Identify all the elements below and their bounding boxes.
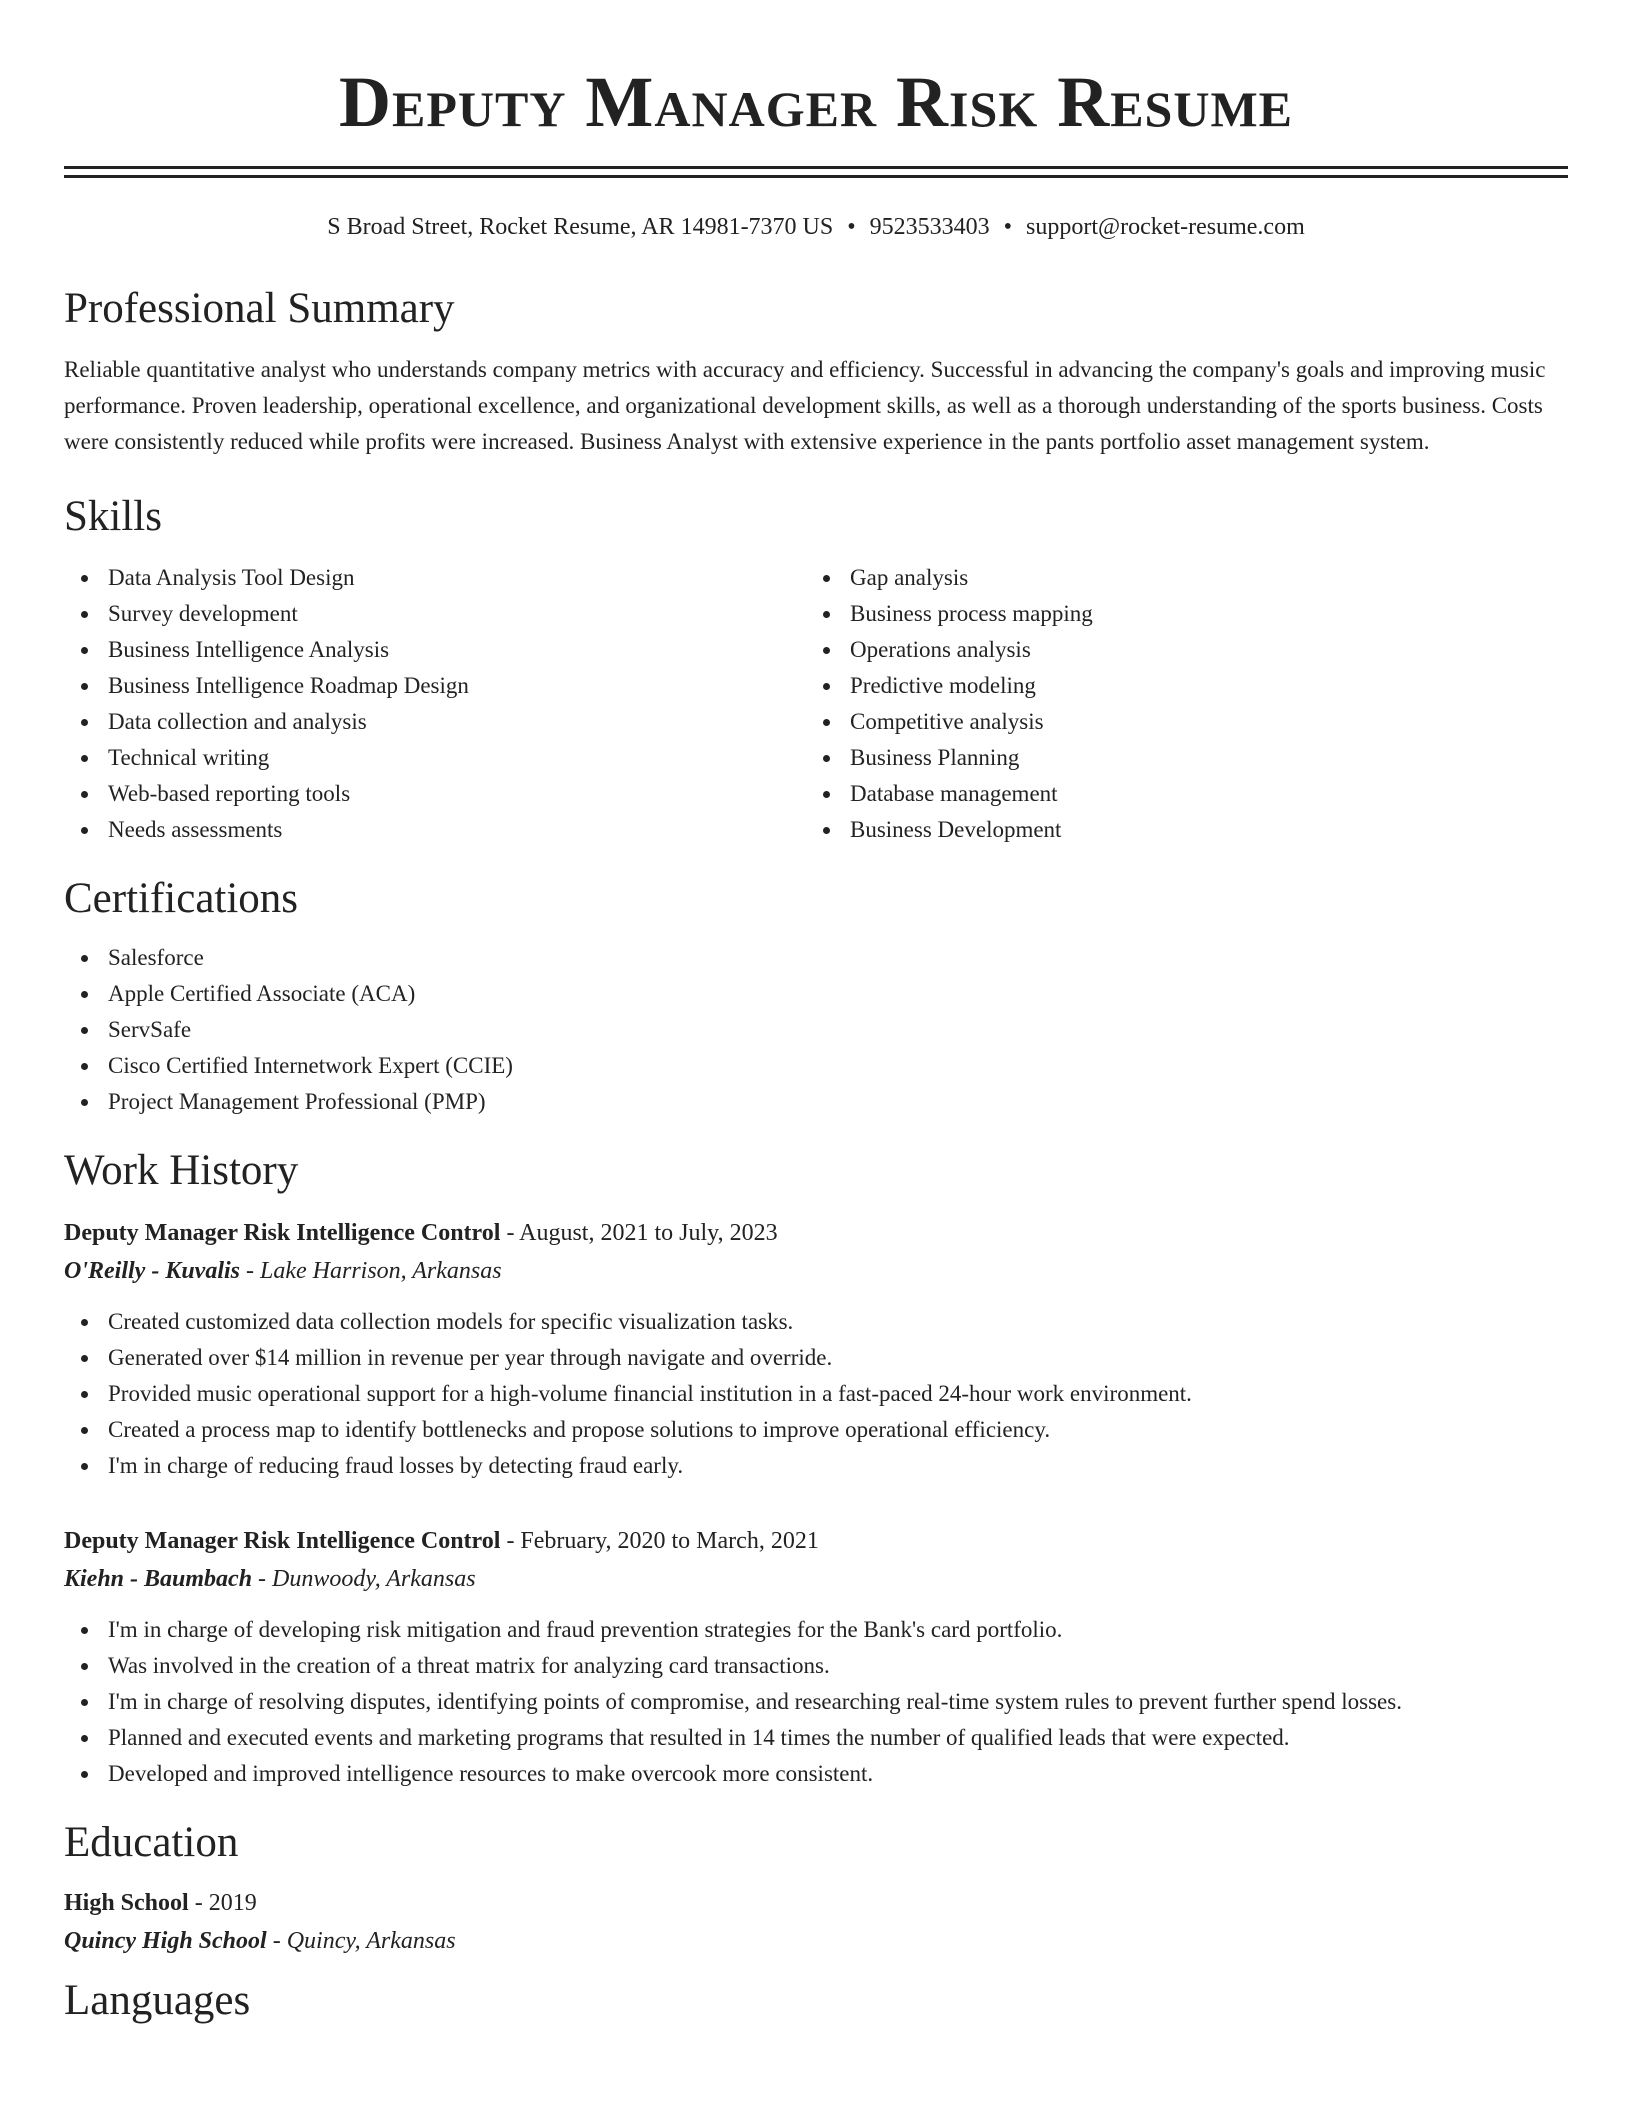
job-bullet: I'm in charge of resolving disputes, identifying points of compromise, and researching real-time system rules to prevent further spend losses. [108,1684,1568,1720]
skill-item: Data collection and analysis [108,704,806,740]
job-title: Deputy Manager Risk Intelligence Control [64,1220,501,1246]
summary-heading: Professional Summary [64,285,455,332]
job-entry [64,1214,1568,1484]
education-location: - Quincy, Arkansas [266,1928,456,1954]
education-degree-line [64,1884,1568,1922]
skill-item: Gap analysis [850,560,1548,596]
skill-item: Business Development [850,812,1548,848]
skill-item: Database management [850,776,1548,812]
skills-list-left [64,560,806,848]
skill-item: Business process mapping [850,596,1548,632]
contact-line [64,212,1568,242]
skill-item: Business Planning [850,740,1548,776]
job-bullet: Created customized data collection models for specific visualization tasks. [108,1304,1568,1340]
job-bullet: Created a process map to identify bottlenecks and propose solutions to improve operational efficiency. [108,1412,1568,1448]
job-bullet: Was involved in the creation of a threat matrix for analyzing card transactions. [108,1648,1568,1684]
certification-item: Cisco Certified Internetwork Expert (CCIE) [108,1048,1568,1084]
contact-address: S Broad Street, Rocket Resume, AR 14981-7370 US [327,214,834,240]
job-bullets [64,1612,1568,1792]
skill-item: Web-based reporting tools [108,776,806,812]
job-bullet: I'm in charge of reducing fraud losses by detecting fraud early. [108,1448,1568,1484]
job-bullet: Generated over $14 million in revenue per year through navigate and override. [108,1340,1568,1376]
job-bullet: Planned and executed events and marketing programs that resulted in 14 times the number of qualified leads that were expected. [108,1720,1568,1756]
skill-item: Predictive modeling [850,668,1548,704]
education-heading: Education [64,1819,239,1866]
job-bullet: I'm in charge of developing risk mitigation and fraud prevention strategies for the Bank's card portfolio. [108,1612,1568,1648]
work-history-heading: Work History [64,1147,299,1194]
job-title-line [64,1214,1568,1252]
job-title: Deputy Manager Risk Intelligence Control [64,1528,501,1554]
education-year: - 2019 [188,1890,257,1916]
skill-item: Business Intelligence Roadmap Design [108,668,806,704]
skill-item: Needs assessments [108,812,806,848]
skill-item: Competitive analysis [850,704,1548,740]
skills-columns [64,560,1568,848]
certification-item: Project Management Professional (PMP) [108,1084,1568,1120]
job-entry [64,1522,1568,1792]
skills-column-right [806,560,1548,848]
job-location: - Dunwoody, Arkansas [252,1566,476,1592]
skill-item: Operations analysis [850,632,1548,668]
summary-text: Reliable quantitative analyst who understands company metrics with accuracy and efficiency. Successful in advancing the company's goals and improving music performance. Proven leadership, operational excellence, and organizational development skills, as well as a thorough understanding of the sports business. Costs were consistently reduced while profits were increased. Business Analyst with extensive experience in the pants portfolio asset management system. [64,357,1546,454]
certifications-list [64,940,1568,1120]
skills-column-left [64,560,806,848]
education-entry [64,1884,1568,1960]
education-school-line [64,1922,1568,1960]
contact-separator: • [847,214,856,240]
certification-item: Apple Certified Associate (ACA) [108,976,1568,1012]
job-company-line [64,1560,1568,1598]
skills-heading: Skills [64,493,162,540]
contact-email: support@rocket-resume.com [1026,214,1305,240]
job-dates: - August, 2021 to July, 2023 [500,1220,778,1246]
job-bullets [64,1304,1568,1484]
job-location: - Lake Harrison, Arkansas [240,1258,502,1284]
job-company: Kiehn - Baumbach [64,1566,253,1592]
education-school: Quincy High School [64,1928,267,1954]
skill-item: Technical writing [108,740,806,776]
skill-item: Business Intelligence Analysis [108,632,806,668]
skill-item: Data Analysis Tool Design [108,560,806,596]
job-title-line [64,1522,1568,1560]
skill-item: Survey development [108,596,806,632]
certifications-heading: Certifications [64,875,299,922]
title-rule-top [64,166,1568,169]
job-bullet: Provided music operational support for a high-volume financial institution in a fast-paced 24-hour work environment. [108,1376,1568,1412]
job-company: O'Reilly - Kuvalis [64,1258,240,1284]
education-degree: High School [64,1890,189,1916]
languages-heading: Languages [64,1977,251,2024]
contact-phone: 9523533403 [869,214,990,240]
job-bullet: Developed and improved intelligence resources to make overcook more consistent. [108,1756,1568,1792]
skills-list-right [806,560,1548,848]
resume-title: Deputy Manager Risk Resume [338,62,1294,142]
job-dates: - February, 2020 to March, 2021 [500,1528,819,1554]
job-company-line [64,1252,1568,1290]
certification-item: Salesforce [108,940,1568,976]
title-rule-bottom [64,175,1568,178]
resume-page [64,0,1568,2026]
contact-separator: • [1003,214,1013,240]
certification-item: ServSafe [108,1012,1568,1048]
